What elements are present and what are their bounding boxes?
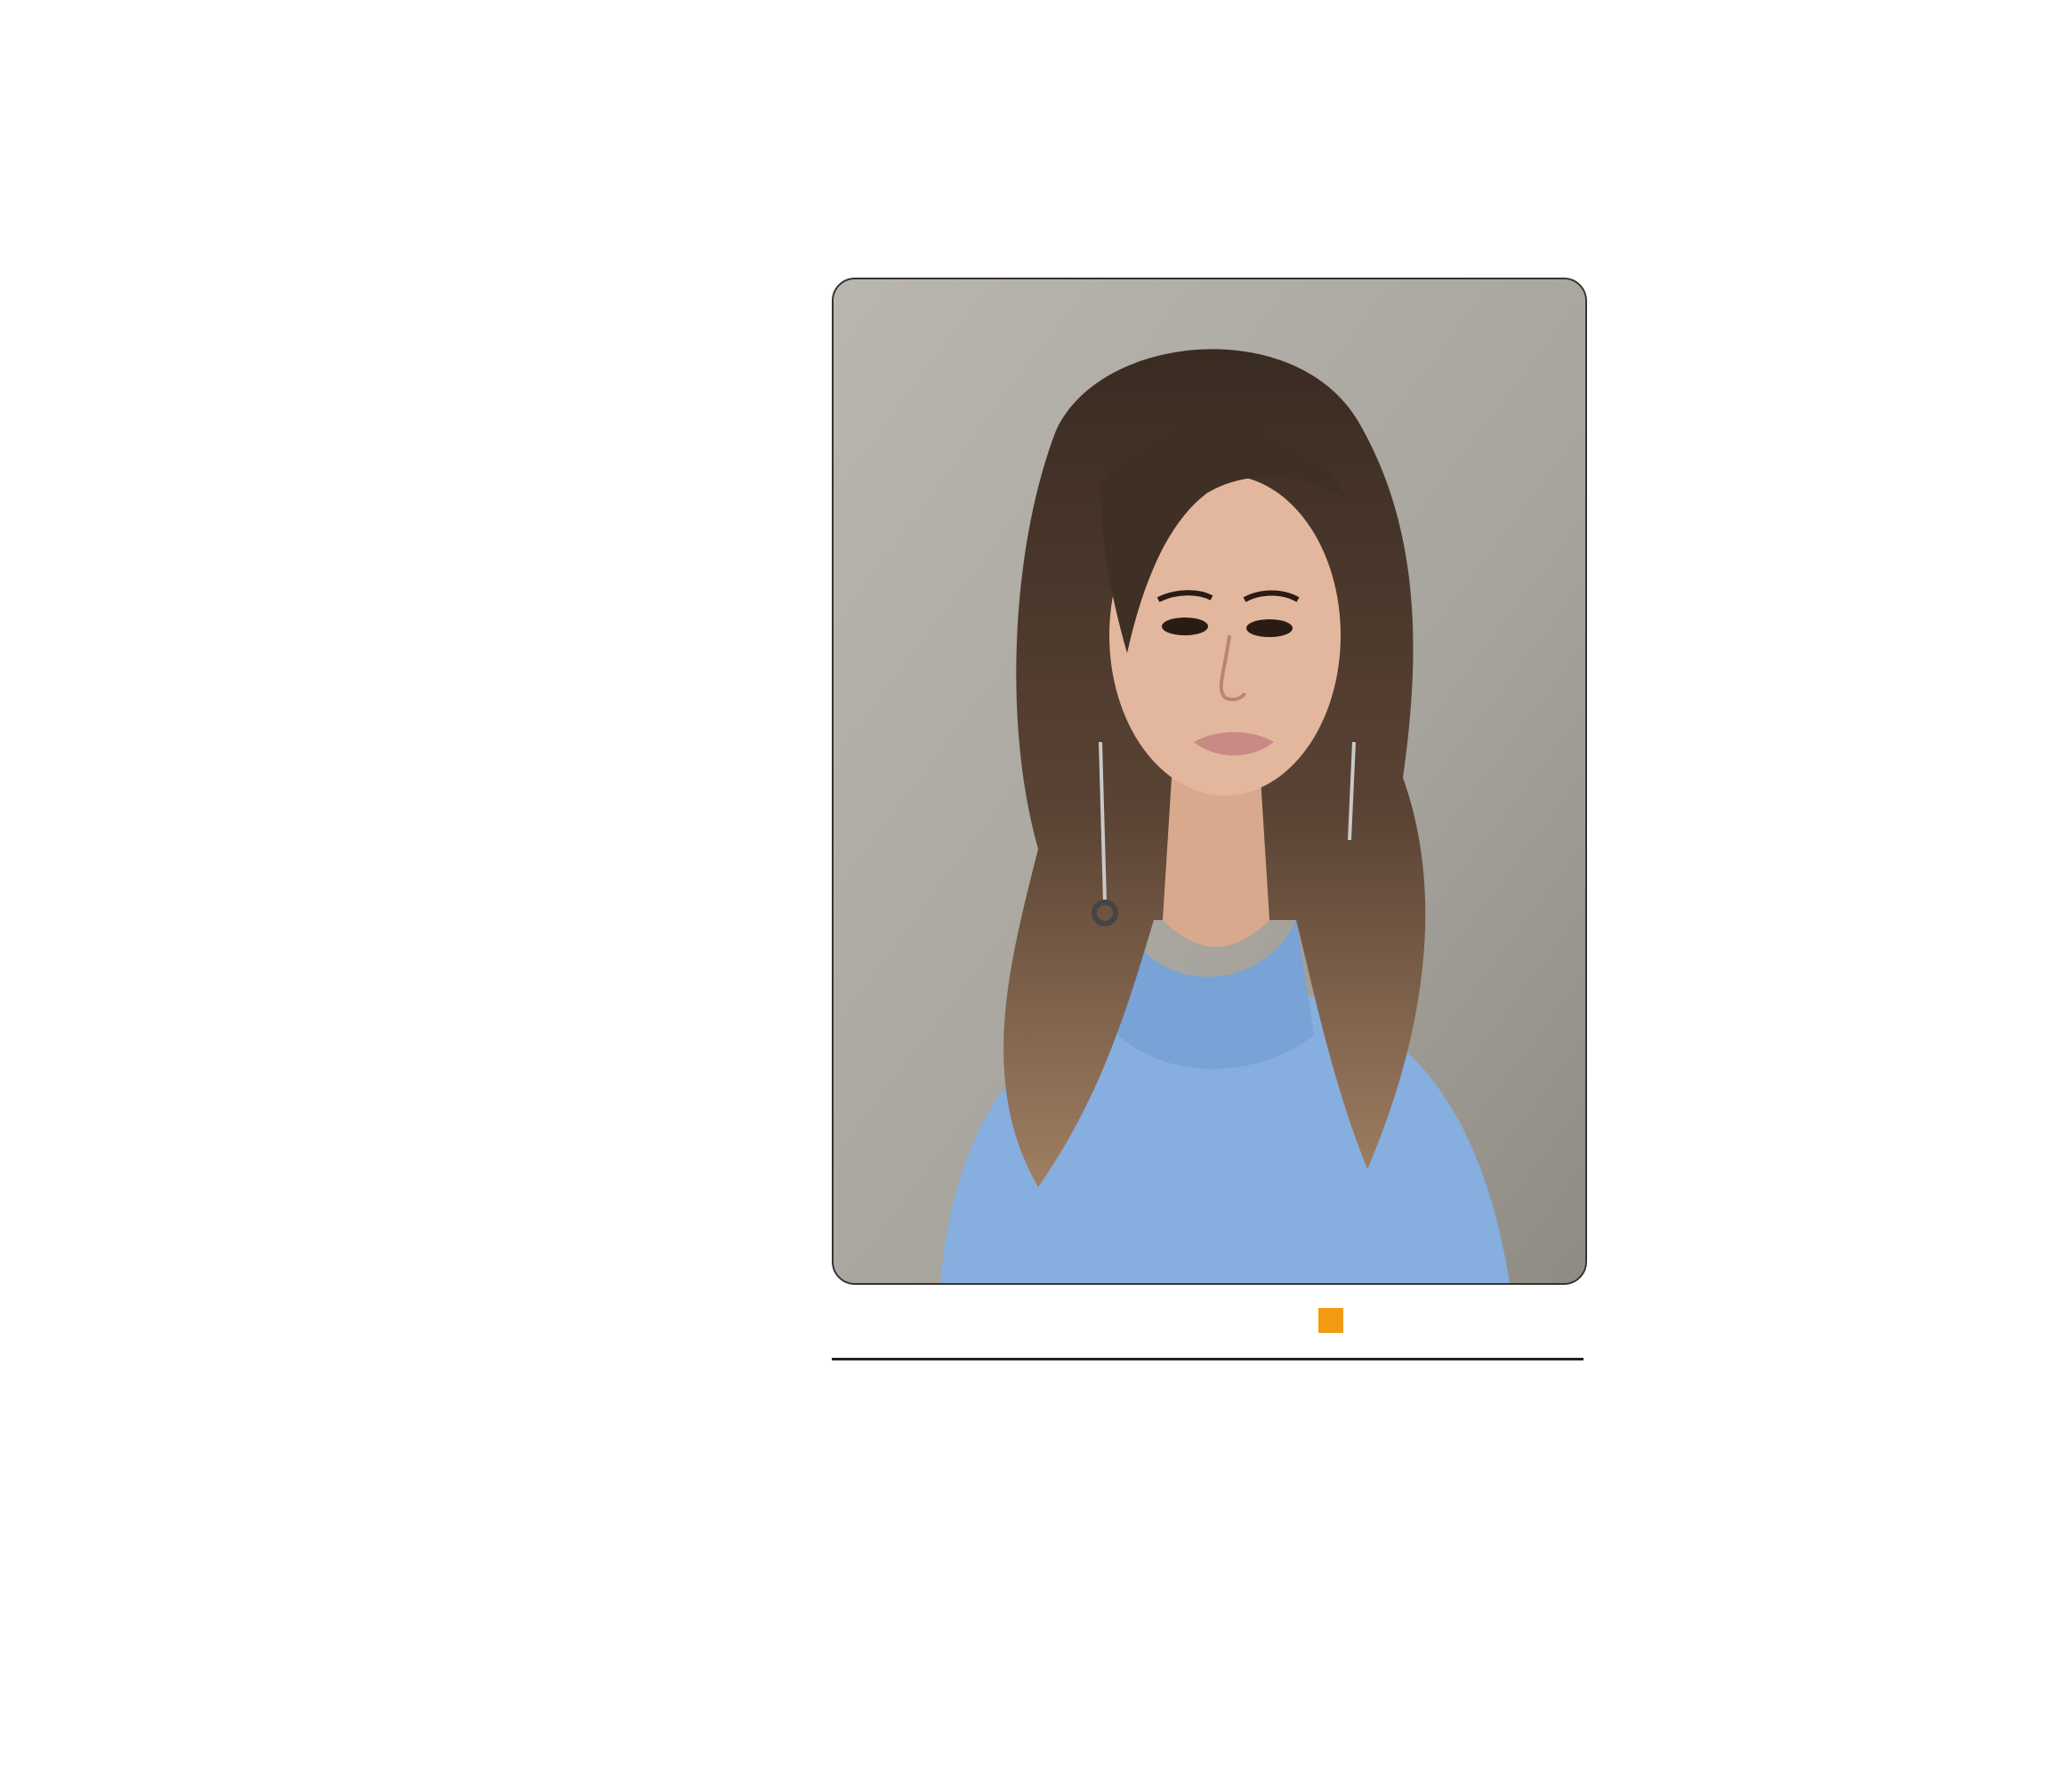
article-column-under-photo-right xyxy=(1242,1397,1669,1753)
article-column-under-photo-left xyxy=(786,1397,1213,1753)
divider-line xyxy=(832,1358,1583,1360)
portrait-illustration xyxy=(834,279,1585,1283)
article-photo xyxy=(832,278,1587,1285)
photo-caption xyxy=(832,1292,1583,1349)
article-column-1 xyxy=(1687,267,2018,1753)
caption-marker xyxy=(1318,1308,1343,1333)
article-column-3 xyxy=(423,267,779,1753)
article-column-4 xyxy=(34,267,399,1753)
article-headline xyxy=(36,36,2028,231)
